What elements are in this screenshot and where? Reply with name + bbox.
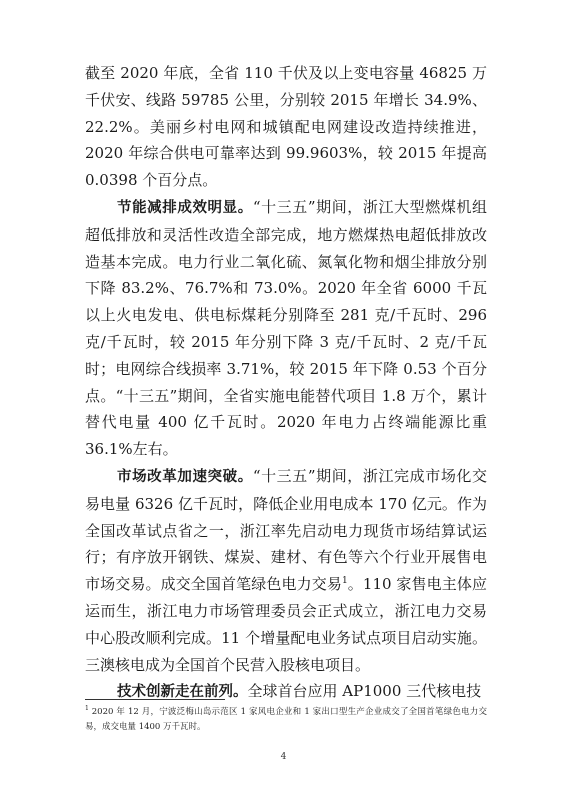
paragraph-text-continued: 。110 家售电主体应运而生，浙江电力市场管理委员会正式成立，浙江电力交易中心股改顺利完成。11 个增量配电业务试点项目启动实施。三澳核电成为全国首个民营入股核电项目。 xyxy=(85,575,487,674)
paragraph-text: “十三五”期间，浙江完成市场化交易电量 6326 亿千瓦时，降低企业用电成本 170 亿元。作为全国改革试点省之一，浙江率先启动电力现货市场结算试运行；有序放开钢铁、煤炭、建材、有色等六个行业开展售电市场交易。成交全国首笔绿色电力交易 xyxy=(85,466,487,594)
paragraph-grid-capacity xyxy=(85,60,487,194)
footnote-divider xyxy=(85,699,225,700)
footnote-reference: 1 xyxy=(341,576,348,587)
paragraph-market-reform xyxy=(85,463,487,678)
paragraph-text: 截至 2020 年底，全省 110 千伏及以上变电容量 46825 万千伏安、线路 59785 公里，分别较 2015 年增长 34.9%、22.2%。美丽乡村电网和城镇配电网建设改造持续推进，2020 年综合供电可靠率达到 99.9603%，较 2015 年提高 0.0398 个百分点。 xyxy=(85,64,487,190)
footnote xyxy=(85,705,487,735)
body-text xyxy=(85,60,487,706)
paragraph-lead: 市场改革加速突破。 xyxy=(117,468,253,485)
paragraph-text: 全球首台应用 AP1000 三代核电技 xyxy=(247,682,482,701)
paragraph-tech-innovation xyxy=(85,678,487,706)
footnote-text: 2020 年 12 月，宁波泛梅山岛示范区 1 家风电企业和 1 家出口型生产企业成交了全国首笔绿色电力交易，成交电量 1400 万千瓦时。 xyxy=(85,707,487,732)
paragraph-lead: 技术创新走在前列。 xyxy=(117,684,248,701)
paragraph-text: “十三五”期间，浙江大型燃煤机组超低排放和灵活性改造全部完成，地方燃煤热电超低排放改造基本完成。电力行业二氧化硫、氮氧化物和烟尘排放分别下降 83.2%、76.7%和 73.0%。2020 年全省 6000 千瓦以上火电发电、供电标煤耗分别降至 281 克/千瓦时、296 克/千瓦时，较 2015 年分别下降 3 克/千瓦时、2 克/千瓦时；电网综合线损率 3.71%，较 2015 年下降 0.53 个百分点。“十三五”期间，全省实施电能替代项目 1.8 万个，累计替代电量 400 亿千瓦时。2020 年电力占终端能源比重 36.1%左右。 xyxy=(85,197,487,459)
paragraph-energy-saving xyxy=(85,194,487,463)
page-number: 4 xyxy=(280,752,287,762)
footnote-marker: 1 xyxy=(85,705,89,713)
paragraph-lead: 节能减排成效明显。 xyxy=(117,199,253,216)
